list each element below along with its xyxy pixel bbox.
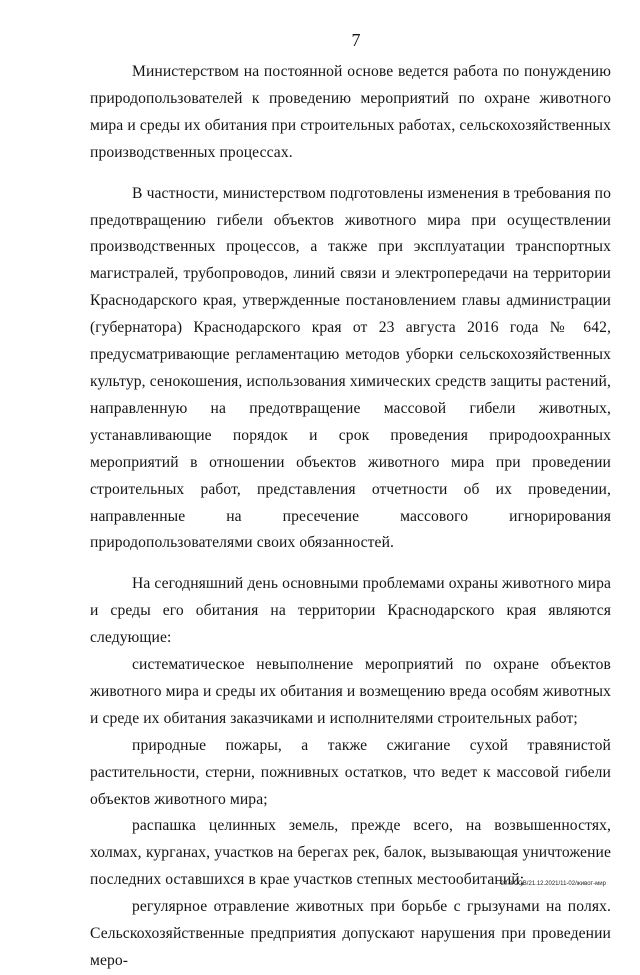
paragraph-5: природные пожары, а также сжигание сухой травянистой растительности, стерни, пожнивных остатков, что ведет к массовой гибели объектов животного мира; — [90, 736, 611, 808]
page-number: 7 — [351, 30, 361, 50]
document-footer-code: 20.3/СОВ/21.12.2021/11-02/живот-мир — [500, 881, 606, 887]
paragraph-3: На сегодняшний день основными проблемами охраны животного мира и среды его обитания на территории Краснодарского края являются следующие: — [90, 575, 611, 647]
paragraph-7: регулярное отравление животных при борьбе с грызунами на полях. Сельскохозяйственные предприятия допускают нарушения при проведении меро- — [90, 898, 611, 969]
document-body — [90, 59, 611, 975]
paragraph-4: систематическое невыполнение мероприятий по охране объектов животного мира и среды их обитания и возмещению вреда особям животных и среде их обитания заказчиками и исполнителями строительных работ; — [90, 656, 611, 727]
paragraph-6: распашка целинных земель, прежде всего, на возвышенностях, холмах, курганах, участков на берегах рек, балок, вызывающая уничтожение последних оставшихся в крае участков степных местообитаний; — [90, 817, 611, 889]
paragraph-2: В частности, министерством подготовлены изменения в требования по предотвращению гибели объектов животного мира при осуществлении производственных процессов, а также при эксплуатации транспортных магистралей, трубопроводов, линий связи и электропередачи на территории Краснодарского края, утвержденные постановлением главы администрации (губернатора) Краснодарского края от 23 августа 2016 года № 642, предусматривающие регламентацию методов уборки сельскохозяйственных культур, сенокошения, использования химических средств защиты растений, направленную на предотвращение массовой гибели животных, устанавливающие порядок и срок проведения природоохранных мероприятий в отношении объектов животного мира при проведении строительных работ, представления отчетности об их проведении, направленные на пресечение массового игнорирования природопользователями своих обязанностей. — [90, 184, 611, 552]
paragraph-1: Министерством на постоянной основе ведется работа по понуждению природопользователей к проведению мероприятий по охране животного мира и среды их обитания при строительных работах, сельскохозяйственных производственных процессах. — [90, 63, 611, 161]
